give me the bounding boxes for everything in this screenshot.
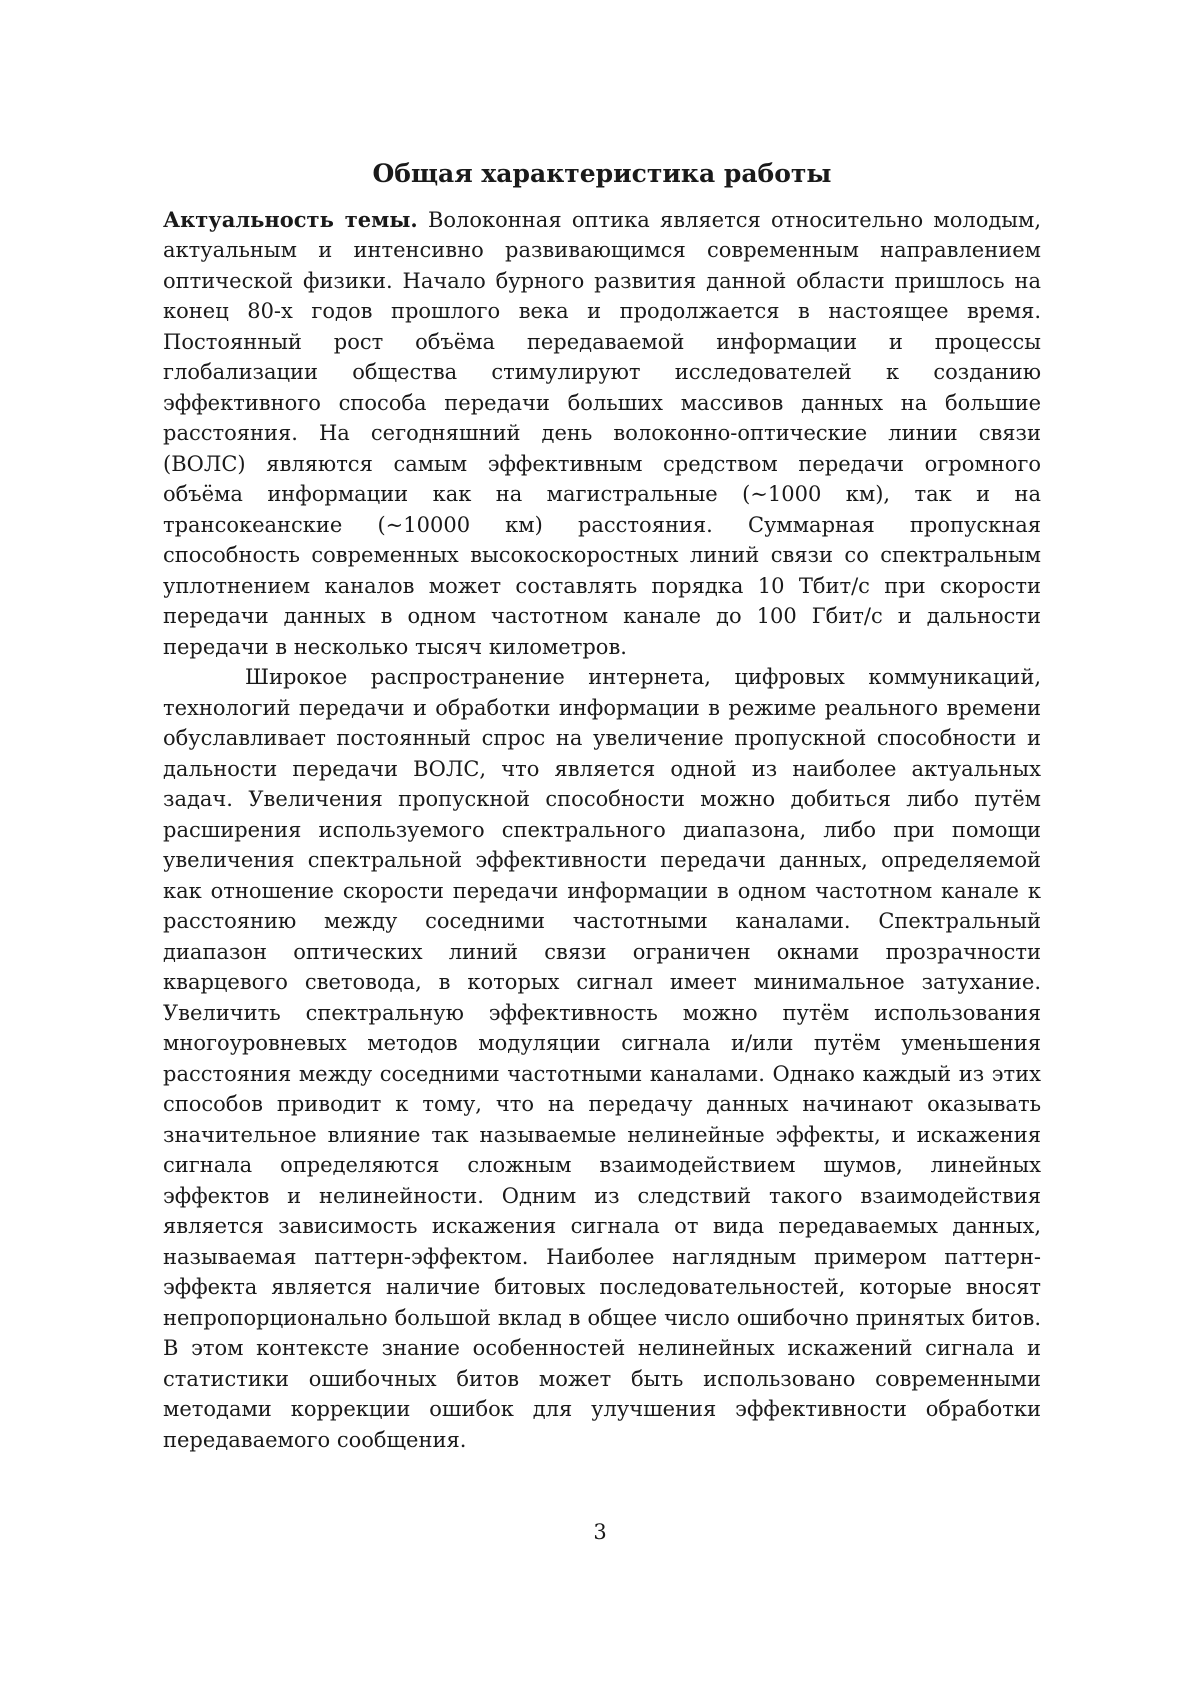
paragraph-relevance <box>163 205 1041 663</box>
paragraph-lead: Актуальность темы. <box>163 206 418 232</box>
document-page <box>163 158 1041 1455</box>
paragraph-relevance-text: Волоконная оптика является относительно молодым, актуальным и интенсивно развивающимся современным направлением оптической физики. Начало бурного развития данной области пришлось на конец 80-х годов прошлого века и продолжается в настоящее время. Постоянный рост объёма передаваемой информации и процессы глобализации общества стимулируют исследователей к созданию эффективного способа передачи больших массивов данных на большие расстояния. На сегодняшний день волоконно-оптические линии связи (ВОЛС) являются самым эффективным средством передачи огромного объёма информации как на магистральные (∼1000 км), так и на трансокеанские (∼10000 км) расстояния. Суммарная пропускная способность современных высокоскоростных линий связи со спектральным уплотнением каналов может составлять порядка 10 Тбит/с при скорости передачи данных в одном частотном канале до 100 Гбит/с и дальности передачи в несколько тысяч километров. <box>163 207 1041 659</box>
paragraph-internet: Широкое распространение интернета, цифровых коммуникаций, технологий передачи и обработки информации в режиме реального времени обуславливает постоянный спрос на увеличение пропускной способности и дальности передачи ВОЛС, что является одной из наиболее актуальных задач. Увеличения пропускной способности можно добиться либо путём расширения используемого спектрального диапазона, либо при помощи увеличения спектральной эффективности передачи данных, определяемой как отношение скорости передачи информации в одном частотном канале к расстоянию между соседними частотными каналами. Спектральный диапазон оптических линий связи ограничен окнами прозрачности кварцевого световода, в которых сигнал имеет минимальное затухание. Увеличить спектральную эффективность можно путём использования многоуровневых методов модуляции сигнала и/или путём уменьшения расстояния между соседними частотными каналами. Однако каждый из этих способов приводит к тому, что на передачу данных начинают оказывать значительное влияние так называемые нелинейные эффекты, и искажения сигнала определяются сложным взаимодействием шумов, линейных эффектов и нелинейности. Одним из следствий такого взаимодействия является зависимость искажения сигнала от вида передаваемых данных, называемая паттерн-эффектом. Наиболее наглядным примером паттерн-эффекта является наличие битовых последовательностей, которые вносят непропорционально большой вклад в общее число ошибочно принятых битов. В этом контексте знание особенностей нелинейных искажений сигнала и статистики ошибочных битов может быть использовано современными методами коррекции ошибок для улучшения эффективности обработки передаваемого сообщения. <box>163 665 1041 1452</box>
page-number: 3 <box>593 1520 607 1544</box>
section-title: Общая характеристика работы <box>372 159 832 188</box>
